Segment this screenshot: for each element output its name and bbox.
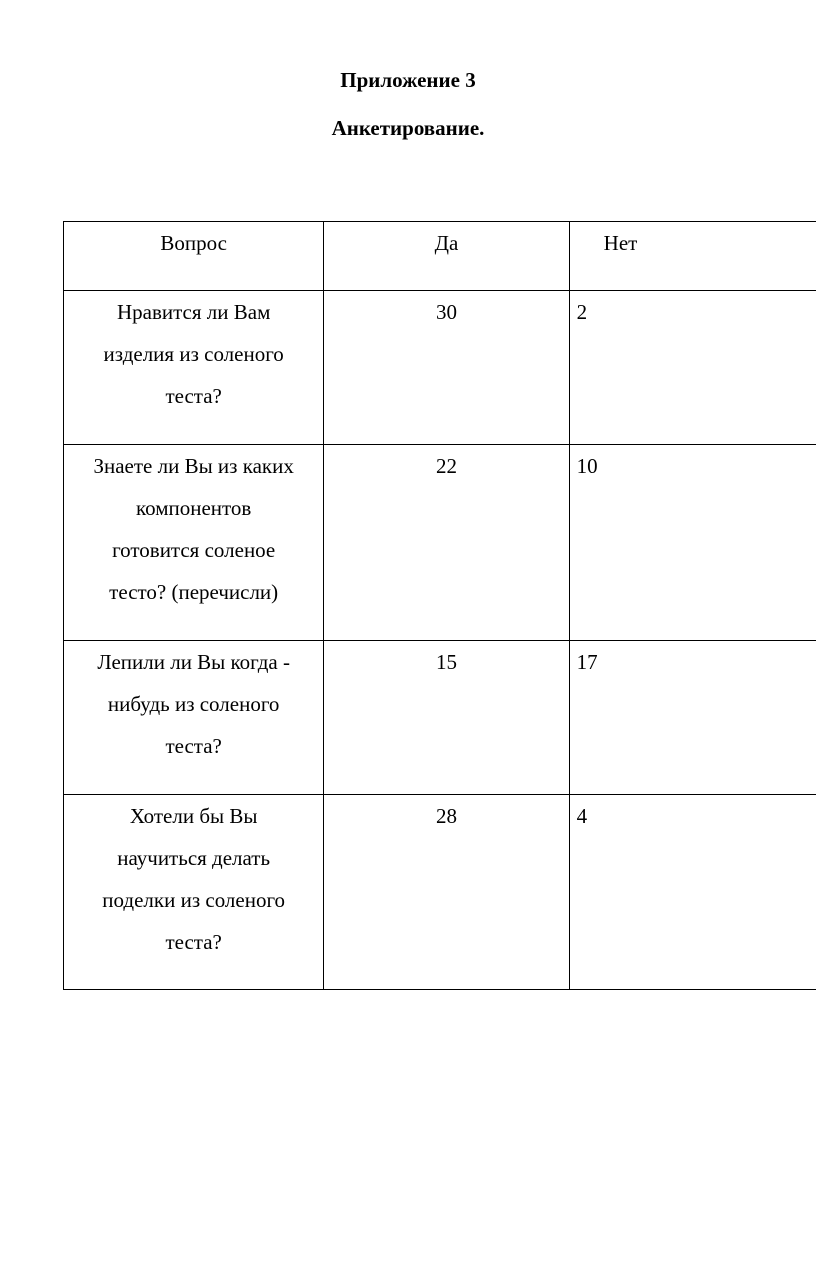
question-line: Лепили ли Вы когда - bbox=[97, 650, 290, 674]
yes-count: 30 bbox=[436, 300, 457, 324]
table-row bbox=[64, 641, 816, 795]
no-count-cell bbox=[569, 795, 816, 990]
question-line: Нравится ли Вам bbox=[116, 300, 271, 324]
question-cell bbox=[64, 641, 324, 795]
question-cell bbox=[64, 445, 324, 641]
question-line: поделки из соленого bbox=[102, 888, 286, 912]
question-line: теста? bbox=[165, 384, 222, 408]
no-count: 10 bbox=[576, 454, 598, 478]
yes-count: 15 bbox=[436, 650, 457, 674]
question-line: Хотели бы Вы bbox=[129, 804, 258, 828]
question-line: Знаете ли Вы из каких bbox=[93, 454, 294, 478]
no-count: 2 bbox=[576, 300, 588, 324]
question-cell bbox=[64, 795, 324, 990]
question-line: изделия из соленого bbox=[103, 342, 284, 366]
yes-count: 22 bbox=[436, 454, 457, 478]
header-no-label: Нет bbox=[603, 231, 638, 255]
no-count: 4 bbox=[576, 804, 588, 828]
table-row bbox=[64, 795, 816, 990]
yes-count-cell bbox=[324, 795, 569, 990]
yes-count: 28 bbox=[436, 804, 457, 828]
header-no bbox=[569, 222, 816, 291]
yes-count-cell bbox=[324, 445, 569, 641]
no-count: 17 bbox=[576, 650, 598, 674]
table-header-row bbox=[64, 222, 816, 291]
yes-count-cell bbox=[324, 291, 569, 445]
question-line: готовится соленое bbox=[112, 538, 276, 562]
question-line: нибудь из соленого bbox=[107, 692, 280, 716]
no-count-cell bbox=[569, 291, 816, 445]
table-row bbox=[64, 291, 816, 445]
document-title: Приложение 3 bbox=[340, 68, 476, 92]
question-line: теста? bbox=[165, 930, 222, 954]
header-yes bbox=[324, 222, 569, 291]
no-count-cell bbox=[569, 445, 816, 641]
document-subtitle: Анкетирование. bbox=[331, 116, 485, 140]
header-yes-label: Да bbox=[434, 231, 459, 255]
question-line: теста? bbox=[165, 734, 222, 758]
no-count-cell bbox=[569, 641, 816, 795]
question-cell bbox=[64, 291, 324, 445]
header-question bbox=[64, 222, 324, 291]
yes-count-cell bbox=[324, 641, 569, 795]
survey-table bbox=[63, 221, 816, 990]
question-line: научиться делать bbox=[117, 846, 271, 870]
table-row bbox=[64, 445, 816, 641]
question-line: компонентов bbox=[135, 496, 252, 520]
question-line: тесто? (перечисли) bbox=[109, 580, 279, 604]
header-question-label: Вопрос bbox=[160, 231, 227, 255]
